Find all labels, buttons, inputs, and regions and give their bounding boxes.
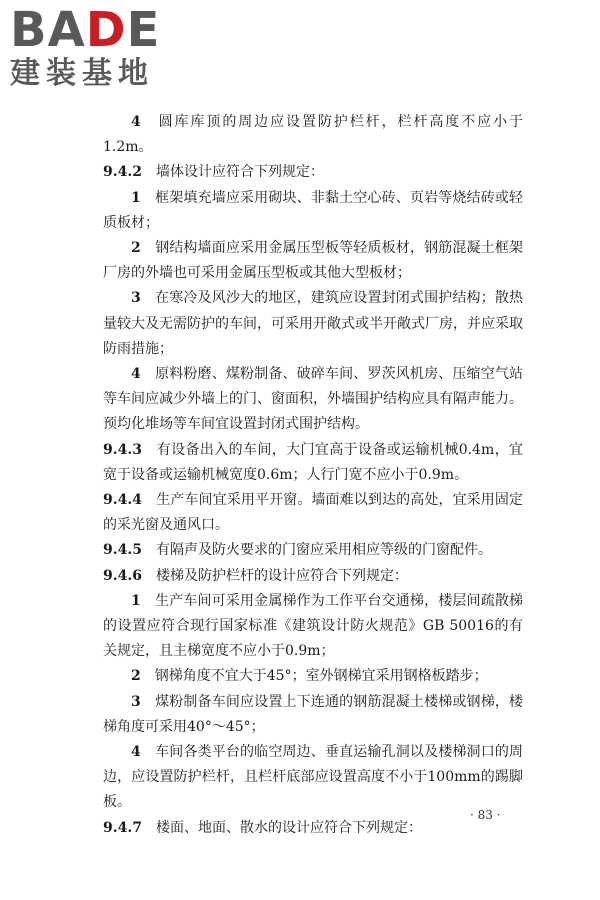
- document-body: [103, 110, 523, 841]
- page-number: · 83 ·: [470, 808, 501, 822]
- list-item: 1 生产车间可采用金属梯作为工作平台交通梯，楼层间疏散梯的设置应符合现行国家标准《建筑设计防火规范》GB 50016的有关规定，且主梯宽度不应小于0.9m；: [103, 592, 524, 660]
- list-item: 4 车间各类平台的临空周边、垂直运输孔洞以及楼梯洞口的周边，应设置防护栏杆，且栏杆底部应设置高度不小于100mm的踢脚板。: [103, 744, 524, 811]
- list-item: 2 钢梯角度不宜大于45°；室外钢梯宜采用钢格板踏步；: [131, 668, 488, 685]
- logo-subtitle: 建装基地: [10, 56, 154, 91]
- bade-logo: [10, 4, 180, 96]
- list-item: 4 圆库库顶的周边应设置防护栏杆，栏杆高度不应小于1.2m。: [103, 114, 524, 156]
- list-item: 3 在寒冷及风沙大的地区，建筑应设置封闭式围护结构；散热量较大及无需防护的车间，可采用开敞式或半开敞式厂房，并应采取防雨措施；: [103, 290, 524, 357]
- logo-wordmark: BADE: [10, 2, 161, 58]
- clause-paragraph: 9.4.7 楼面、地面、散水的设计应符合下列规定：: [103, 819, 422, 836]
- list-item: 2 钢结构墙面应采用金属压型板等轻质板材，钢筋混凝土框架厂房的外墙也可采用金属压型板或其他大型板材；: [103, 240, 524, 282]
- list-item: 3 煤粉制备车间应设置上下连通的钢筋混凝土楼梯或钢梯，楼梯角度可采用40°～45°；: [103, 693, 524, 735]
- clause-paragraph: 9.4.6 楼梯及防护栏杆的设计应符合下列规定：: [103, 567, 408, 584]
- clause-paragraph: 9.4.2 墙体设计应符合下列规定：: [103, 164, 324, 181]
- clause-paragraph: 9.4.5 有隔声及防火要求的门窗应采用相应等级的门窗配件。: [103, 542, 492, 559]
- clause-paragraph: 9.4.4 生产车间宜采用平开窗。墙面难以到达的高处，宜采用固定的采光窗及通风口。: [103, 492, 524, 534]
- list-item: 4 原料粉磨、煤粉制备、破碎车间、罗茨风机房、压缩空气站等车间应减少外墙上的门、窗面积，外墙围护结构应具有隔声能力。预均化堆场等车间宜设置封闭式围护结构。: [103, 366, 524, 433]
- list-item: 1 框架填充墙应采用砌块、非黏土空心砖、页岩等烧结砖或轻质板材；: [103, 189, 524, 231]
- clause-paragraph: 9.4.3 有设备出入的车间，大门宜高于设备或运输机械0.4m，宜宽于设备或运输机械宽度0.6m；人行门宽不应小于0.9m。: [103, 441, 523, 483]
